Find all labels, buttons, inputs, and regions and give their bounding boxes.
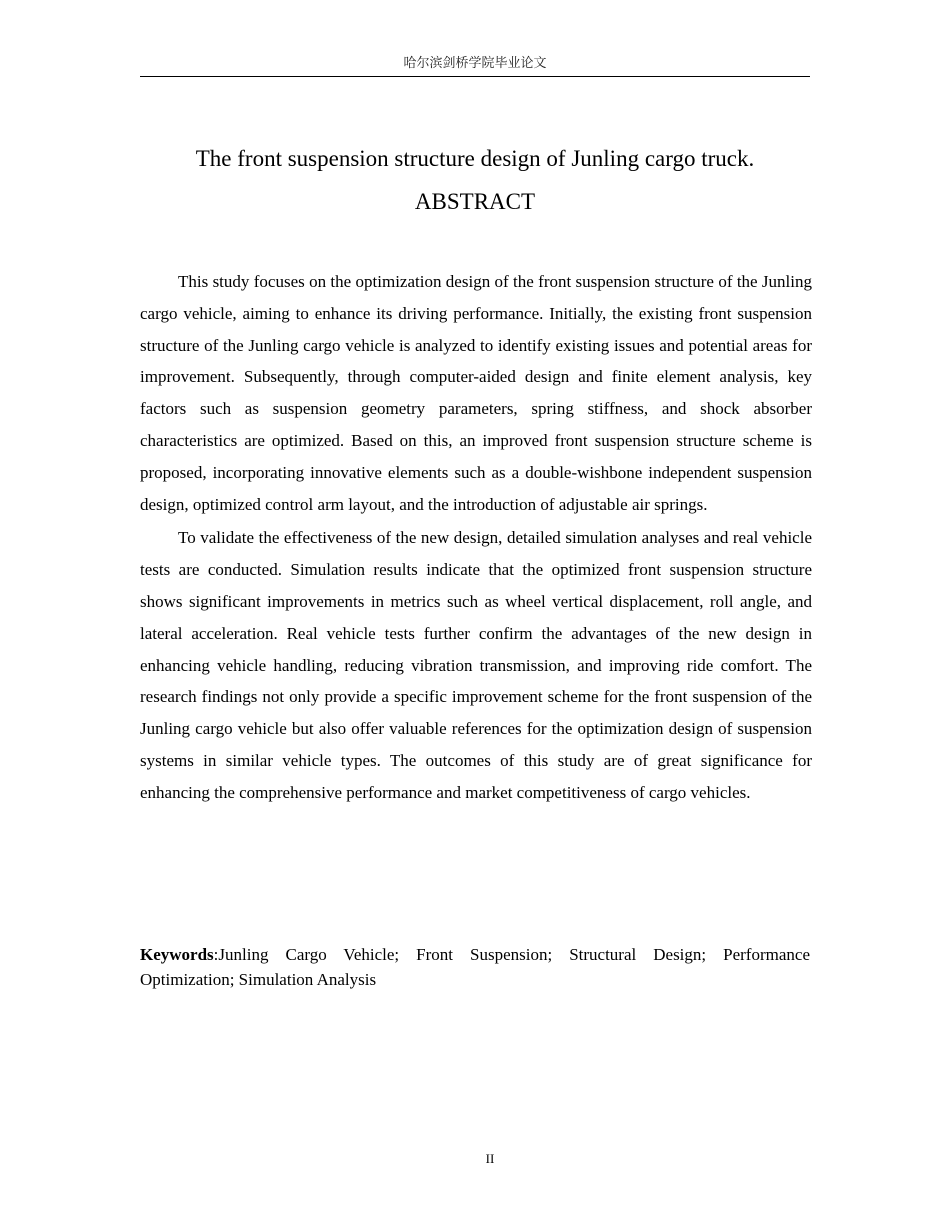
page-number: II — [485, 1151, 495, 1166]
keywords-text: Junling Cargo Vehicle; Front Suspension; Structural Design; Performance Optimization; Simulation Analysis — [140, 945, 810, 989]
abstract-paragraph-1: This study focuses on the optimization design of the front suspension structure of the Junling cargo vehicle, aiming to enhance its driving performance. Initially, the existing front suspension structure of the Junling cargo vehicle is analyzed to identify existing issues and potential areas for improvement. Subsequently, through computer-aided design and finite element analysis, key factors such as suspension geometry parameters, spring stiffness, and shock absorber characteristics are optimized. Based on this, an improved front suspension structure scheme is proposed, incorporating innovative elements such as a double-wishbone independent suspension design, optimized control arm layout, and the introduction of adjustable air springs. — [140, 272, 812, 514]
keywords-line — [140, 942, 810, 992]
keywords-label: Keywords — [140, 945, 214, 964]
running-header: 哈尔滨剑桥学院毕业论文 — [140, 55, 810, 77]
document-title: The front suspension structure design of Junling cargo truck. — [195, 146, 755, 171]
keywords-separator: : — [213, 945, 219, 964]
abstract-heading: ABSTRACT — [414, 189, 536, 214]
abstract-body — [140, 266, 812, 811]
abstract-paragraph-2: To validate the effectiveness of the new design, detailed simulation analyses and real vehicle tests are conducted. Simulation results indicate that the optimized front suspension structure shows significant improvements in metrics such as wheel vertical displacement, roll angle, and lateral acceleration. Real vehicle tests further confirm the advantages of the new design in enhancing vehicle handling, reducing vibration transmission, and improving ride comfort. The research findings not only provide a specific improvement scheme for the front suspension of the Junling cargo vehicle but also offer valuable references for the optimization design of suspension systems in similar vehicle types. The outcomes of this study are of great significance for enhancing the comprehensive performance and market competitiveness of cargo vehicles. — [140, 528, 812, 802]
